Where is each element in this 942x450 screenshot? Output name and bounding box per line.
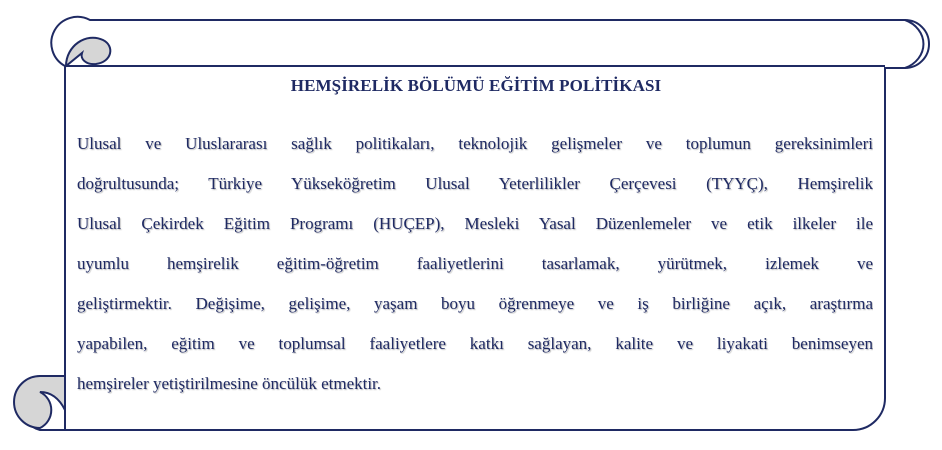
paragraph-line-7: hemşireler yetiştirilmesine öncülük etmektir. [77, 374, 382, 393]
page-title: HEMŞİRELİK BÖLÜMÜ EĞİTİM POLİTİKASI [290, 76, 662, 95]
paragraph-line-4: uyumlu hemşirelik eğitim-öğretim faaliyetlerini tasarlamak, yürütmek, izlemek ve [77, 254, 873, 273]
paragraph-line-6: yapabilen, eğitim ve toplumsal faaliyetlere katkı sağlayan, kalite ve liyakati benimseyen [77, 334, 873, 353]
policy-paragraph [77, 124, 873, 404]
paragraph-line-2: doğrultusunda; Türkiye Yükseköğretim Ulusal Yeterlilikler Çerçevesi (TYYÇ), Hemşirelik [77, 174, 873, 193]
paragraph-line-5: geliştirmektir. Değişime, gelişime, yaşam boyu öğrenmeye ve iş birliğine açık, araştırma [77, 294, 873, 313]
paragraph-line-1: Ulusal ve Uluslararası sağlık politikaları, teknolojik gelişmeler ve toplumun gereksinimleri [77, 134, 873, 153]
paragraph-line-3: Ulusal Çekirdek Eğitim Programı (HUÇEP), Mesleki Yasal Düzenlemeler ve etik ilkeler ile [77, 214, 873, 233]
